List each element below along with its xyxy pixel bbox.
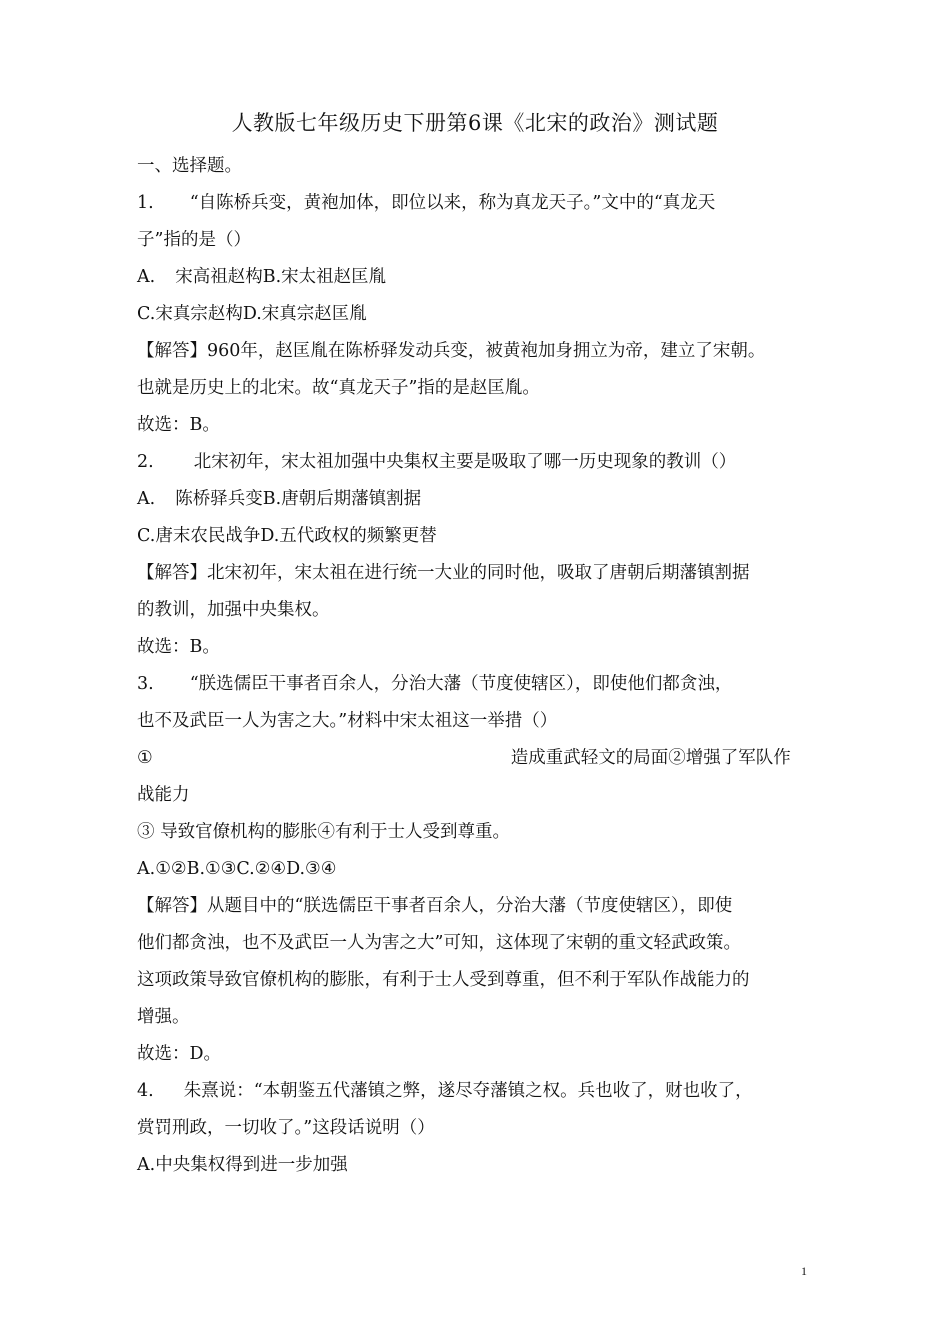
q1-number: 1. [137, 193, 154, 213]
q1-stem-line-2: 子”指的是（） [137, 230, 251, 250]
q1-options-ab-text: 宋高祖赵构B.宋太祖赵匡胤 [175, 267, 387, 287]
q3-answer-line-4: 增强。 [137, 1007, 190, 1027]
q3-item-3: ③ 导致官僚机构的膨胀④有利于士人受到尊重。 [137, 822, 511, 842]
q1-option-a-label: A. [137, 267, 156, 287]
section-heading: 一、选择题。 [137, 156, 242, 176]
q2-number: 2. [137, 452, 154, 472]
q2-option-a-label: A. [137, 489, 156, 509]
document-body [137, 148, 827, 1184]
q3-item-1 [137, 740, 827, 777]
q2-choice: 故选：B。 [137, 637, 220, 657]
q3-item-1-mark: ① [137, 748, 153, 768]
q2-answer-line-1: 【解答】北宋初年，宋太祖在进行统一大业的同时他，吸取了唐朝后期藩镇割据 [137, 563, 750, 583]
q1-stem-text: “自陈桥兵变，黄袍加体，即位以来，称为真龙天子。”文中的“真龙天 [189, 193, 716, 213]
q4-stem-line-2: 赏罚刑政，一切收了。”这段话说明（） [137, 1118, 435, 1138]
q2-options-ab [137, 481, 827, 518]
q2-options-cd: C.唐末农民战争D.五代政权的频繁更替 [137, 526, 437, 546]
q3-stem-text: “朕选儒臣干事者百余人，分治大藩（节度使辖区），即使他们都贪浊， [189, 674, 733, 694]
q3-item-1-continuation: 战能力 [137, 785, 190, 805]
q3-answer-line-2: 他们都贪浊，也不及武臣一人为害之大”可知，这体现了宋朝的重文轻武政策。 [137, 933, 741, 953]
q1-options-cd: C.宋真宗赵构D.宋真宗赵匡胤 [137, 304, 367, 324]
q1-choice: 故选：B。 [137, 415, 220, 435]
q3-number: 3. [137, 674, 154, 694]
q4-stem-line-1 [137, 1073, 827, 1110]
q3-answer-line-3: 这项政策导致官僚机构的膨胀，有利于士人受到尊重，但不利于军队作战能力的 [137, 970, 750, 990]
q4-option-a: A.中央集权得到进一步加强 [137, 1155, 348, 1175]
q3-choice: 故选：D。 [137, 1044, 222, 1064]
page-number: 1 [801, 1264, 807, 1278]
q4-stem-text: 朱熹说：“本朝鉴五代藩镇之弊，遂尽夺藩镇之权。兵也收了，财也收了， [183, 1081, 753, 1101]
q1-answer-line-2: 也就是历史上的北宋。故“真龙天子”指的是赵匡胤。 [137, 378, 540, 398]
q2-options-ab-text: 陈桥驿兵变B.唐朝后期藩镇割据 [175, 489, 422, 509]
q3-item-1-text: 造成重武轻文的局面②增强了军队作 [510, 748, 791, 768]
document-title: 人教版七年级历史下册第6课《北宋的政治》测试题 [231, 111, 719, 135]
q2-answer-line-2: 的教训，加强中央集权。 [137, 600, 330, 620]
q4-number: 4. [137, 1081, 154, 1101]
q3-options: A.①②B.①③C.②④D.③④ [137, 859, 337, 879]
q1-stem-line-1 [137, 185, 827, 222]
q3-answer-line-1: 【解答】从题目中的“朕选儒臣干事者百余人，分治大藩（节度使辖区），即使 [137, 896, 733, 916]
q2-stem-line-1 [137, 444, 827, 481]
q1-answer-line-1: 【解答】960年，赵匡胤在陈桥驿发动兵变，被黄袍加身拥立为帝，建立了宋朝。 [137, 341, 766, 361]
q2-stem-text: 北宋初年，宋太祖加强中央集权主要是吸取了哪一历史现象的教训（） [193, 452, 737, 472]
q3-stem-line-2: 也不及武臣一人为害之大。”材料中宋太祖这一举措（） [137, 711, 558, 731]
q3-stem-line-1 [137, 666, 827, 703]
q1-options-ab [137, 259, 827, 296]
